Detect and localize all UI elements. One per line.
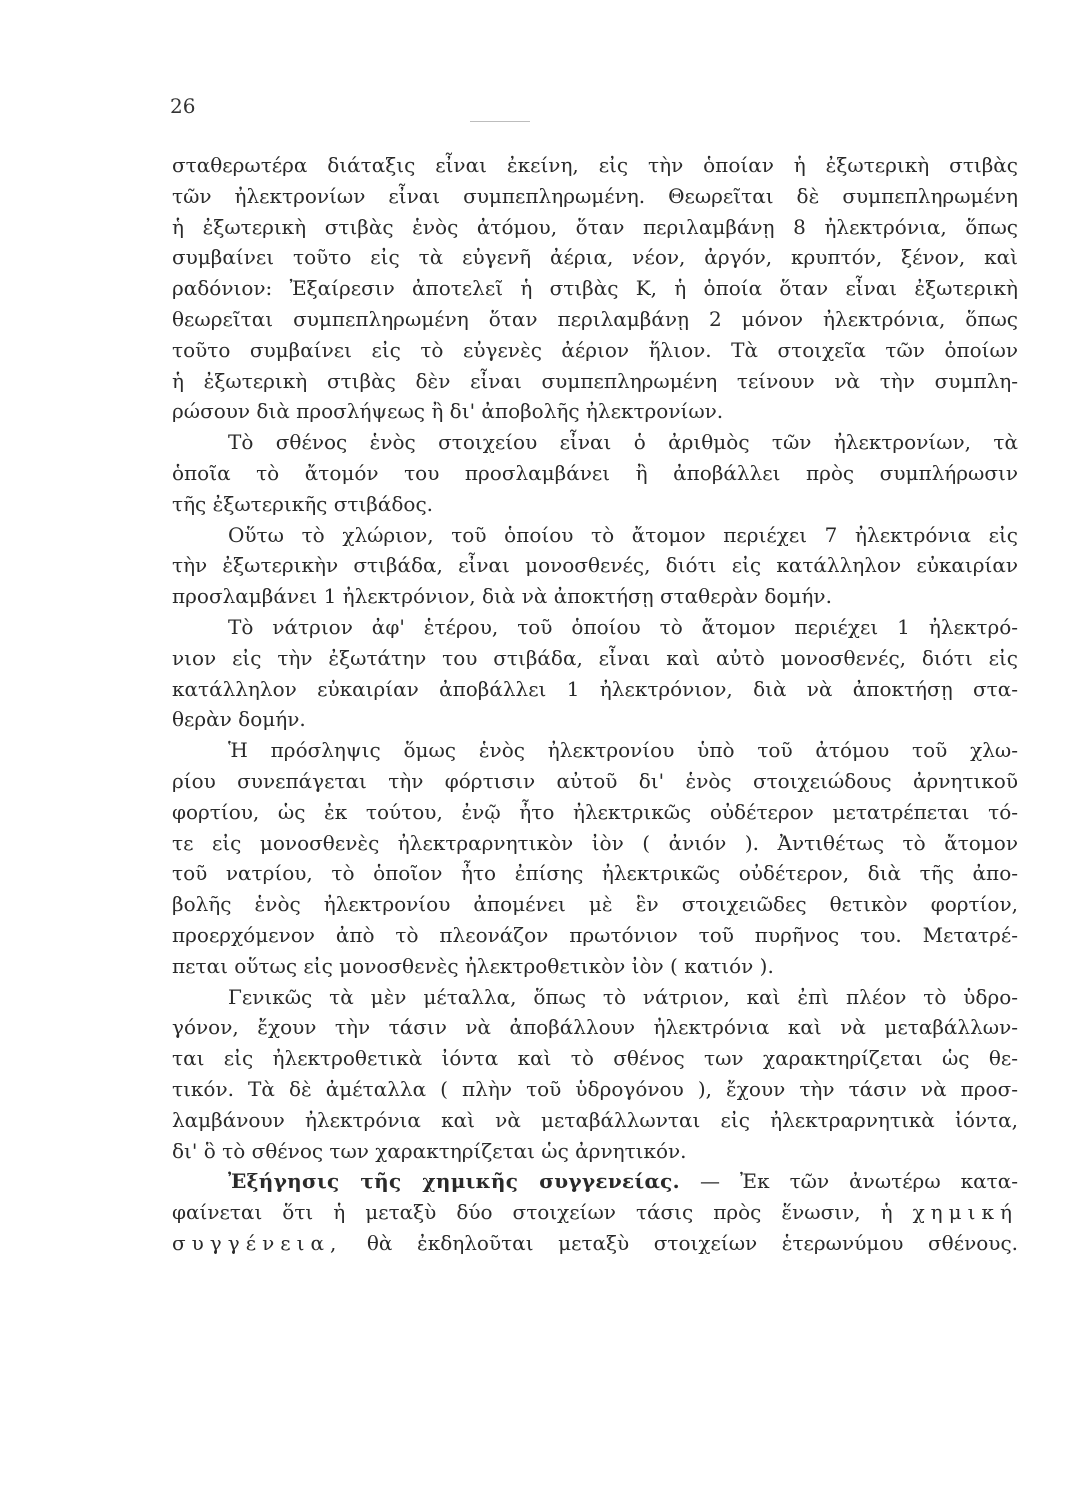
text-line: ραδόνιον: Ἐξαίρεσιν ἀποτελεῖ ἡ στιβὰς Κ, ἡ ὁποία ὅταν εἶναι ἐξωτερικὴ bbox=[172, 276, 1018, 301]
text-line: ρώσουν διὰ προσλήψεως ἢ δι' ἀποβολῆς ἠλεκτρονίων. bbox=[172, 399, 724, 424]
text-line: ἡ ἐξωτερικὴ στιβὰς ἑνὸς ἀτόμου, ὅταν περιλαμβάνῃ 8 ἠλεκτρόνια, ὅπως bbox=[172, 214, 1018, 239]
text-line: ὁποῖα τὸ ἄτομόν του προσλαμβάνει ἢ ἀποβάλλει πρὸς συμπλήρωσιν bbox=[172, 460, 1018, 485]
text-line: Τὸ σθένος ἑνὸς στοιχείου εἶναι ὁ ἀριθμὸς τῶν ἠλεκτρονίων, τὰ bbox=[228, 430, 1018, 455]
text-line: τικόν. Τὰ δὲ ἀμέταλλα ( πλὴν τοῦ ὑδρογόνου ), ἔχουν τὴν τάσιν νὰ προσ- bbox=[172, 1076, 1018, 1101]
text-line: τὴν ἐξωτερικὴν στιβάδα, εἶναι μονοσθενές, διότι εἰς κατάλληλον εὐκαιρίαν bbox=[172, 553, 1018, 578]
section-heading: Ἐξήγησις τῆς χημικῆς συγγενείας. bbox=[228, 1169, 680, 1194]
text-line: προσλαμβάνει 1 ἠλεκτρόνιον, διὰ νὰ ἀποκτήσῃ σταθερὰν δομήν. bbox=[172, 584, 832, 609]
text-line: σταθερωτέρα διάταξις εἶναι ἐκείνη, εἰς τὴν ὁποίαν ἡ ἐξωτερικὴ στιβὰς bbox=[172, 153, 1018, 177]
text-line: νιον εἰς τὴν ἐξωτάτην του στιβάδα, εἶναι καὶ αὐτὸ μονοσθενές, διότι εἰς bbox=[172, 645, 1018, 670]
text-line: Γενικῶς τὰ μὲν μέταλλα, ὅπως τὸ νάτριον, καὶ ἐπὶ πλέον τὸ ὑδρο- bbox=[228, 984, 1018, 1009]
text-line: συμβαίνει τοῦτο εἰς τὰ εὐγενῆ ἀέρια, νέον, ἀργόν, κρυπτόν, ξένον, καὶ bbox=[172, 245, 1018, 270]
text-fragment: — Ἐκ τῶν ἀνωτέρω κατα- bbox=[679, 1169, 1018, 1194]
text-line: ρίου συνεπάγεται τὴν φόρτισιν αὐτοῦ δι' ἑνὸς στοιχειώδους ἀρνητικοῦ bbox=[172, 768, 1018, 793]
text-line: Οὕτω τὸ χλώριον, τοῦ ὁποίου τὸ ἄτομον περιέχει 7 ἠλεκτρόνια εἰς bbox=[228, 522, 1018, 547]
text-line: λαμβάνουν ἠλεκτρόνια καὶ νὰ μεταβάλλωνται εἰς ἠλεκτραρνητικὰ ἰόντα, bbox=[172, 1107, 1018, 1132]
text-body bbox=[172, 150, 1018, 1259]
text-fragment: θὰ ἐκδηλοῦται μεταξὺ στοιχείων ἑτερωνύμου σθένους. bbox=[342, 1230, 1018, 1255]
text-line bbox=[172, 1197, 1018, 1228]
text-line: θεωρεῖται συμπεπληρωμένη ὅταν περιλαμβάνῃ 2 μόνον ἠλεκτρόνια, ὅπως bbox=[172, 306, 1018, 331]
text-line bbox=[172, 1228, 1018, 1259]
text-line: γόνον, ἔχουν τὴν τάσιν νὰ ἀποβάλλουν ἠλεκτρόνια καὶ νὰ μεταβάλλων- bbox=[172, 1015, 1018, 1040]
text-line: τε εἰς μονοσθενὲς ἠλεκτραρνητικὸν ἰὸν ( ἀνιόν ). Ἀντιθέτως τὸ ἄτομον bbox=[172, 830, 1018, 855]
text-line: Τὸ νάτριον ἀφ' ἑτέρου, τοῦ ὁποίου τὸ ἄτομον περιέχει 1 ἠλεκτρό- bbox=[228, 614, 1018, 639]
text-fragment: φαίνεται ὅτι ἡ μεταξὺ δύο στοιχείων τάσις πρὸς ἕνωσιν, ἡ bbox=[172, 1200, 913, 1225]
text-line: δι' ὃ τὸ σθένος των χαρακτηρίζεται ὡς ἀρνητικόν. bbox=[172, 1138, 687, 1163]
text-line: βολῆς ἑνὸς ἠλεκτρονίου ἀπομένει μὲ ἓν στοιχειῶδες θετικὸν φορτίον, bbox=[172, 892, 1018, 917]
text-line: τοῦ νατρίου, τὸ ὁποῖον ἦτο ἐπίσης ἠλεκτρικῶς οὐδέτερον, διὰ τῆς ἀπο- bbox=[172, 861, 1018, 886]
top-rule bbox=[470, 121, 530, 122]
spaced-term: συγγένεια, bbox=[172, 1230, 343, 1255]
text-line: τῆς ἐξωτερικῆς στιβάδος. bbox=[172, 491, 433, 516]
section-heading-line bbox=[172, 1166, 1018, 1197]
spaced-term: χημική bbox=[912, 1200, 1018, 1225]
text-line: ται εἰς ἠλεκτροθετικὰ ἰόντα καὶ τὸ σθένος των χαρακτηρίζεται ὡς θε- bbox=[172, 1046, 1018, 1071]
text-line: τῶν ἠλεκτρονίων εἶναι συμπεπληρωμένη. Θεωρεῖται δὲ συμπεπληρωμένη bbox=[172, 183, 1018, 208]
text-line: τοῦτο συμβαίνει εἰς τὸ εὐγενὲς ἀέριον ἥλιον. Τὰ στοιχεῖα τῶν ὁποίων bbox=[172, 337, 1018, 362]
text-line: θερὰν δομήν. bbox=[172, 707, 306, 732]
text-line: προερχόμενον ἀπὸ τὸ πλεονάζον πρωτόνιον τοῦ πυρῆνος του. Μετατρέ- bbox=[172, 922, 1018, 947]
text-line: ἡ ἐξωτερικὴ στιβὰς δὲν εἶναι συμπεπληρωμένη τείνουν νὰ τὴν συμπλη- bbox=[172, 368, 1018, 393]
text-line: φορτίου, ὡς ἐκ τούτου, ἐνῷ ἦτο ἠλεκτρικῶς οὐδέτερον μετατρέπεται τό- bbox=[172, 799, 1018, 824]
text-line: πεται οὕτως εἰς μονοσθενὲς ἠλεκτροθετικὸν ἰὸν ( κατιόν ). bbox=[172, 953, 774, 978]
text-line: Ἡ πρόσληψις ὅμως ἑνὸς ἠλεκτρονίου ὑπὸ τοῦ ἀτόμου τοῦ χλω- bbox=[228, 738, 1018, 763]
text-line: κατάλληλον εὐκαιρίαν ἀποβάλλει 1 ἠλεκτρόνιον, διὰ νὰ ἀποκτήσῃ στα- bbox=[172, 676, 1018, 701]
page-number: 26 bbox=[170, 94, 196, 118]
